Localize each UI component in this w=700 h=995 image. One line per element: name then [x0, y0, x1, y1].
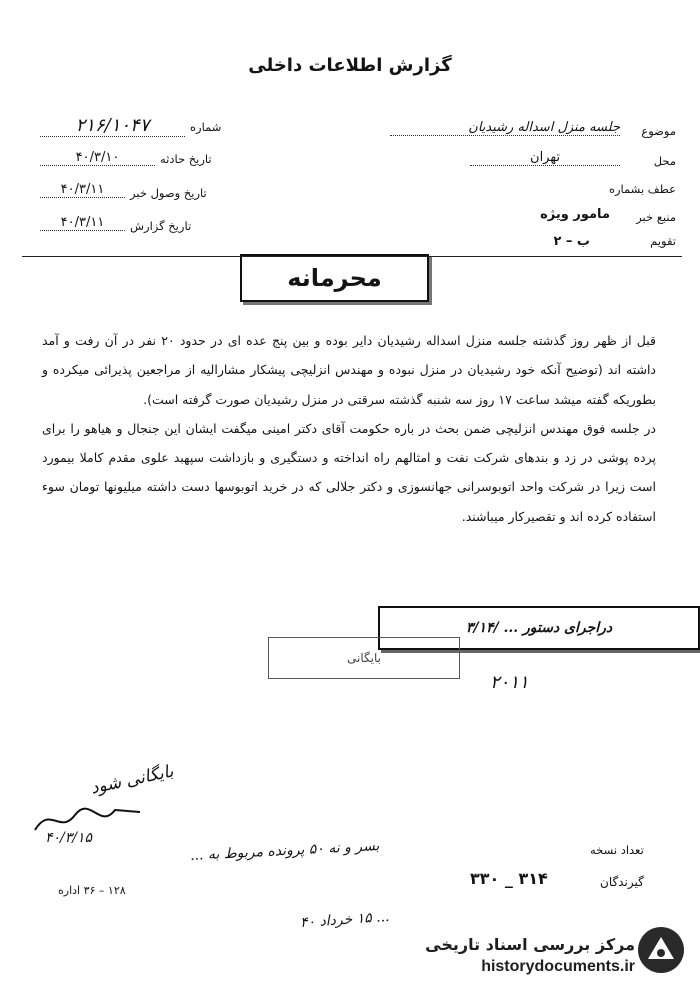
recipients-label: گیرندگان: [600, 875, 644, 889]
report-date-value: ۴۰/۳/۱۱: [40, 215, 125, 231]
received-date-value: ۴۰/۳/۱۱: [40, 182, 125, 198]
action-stamp: دراجرای دستور ... /۳/۱۴: [378, 606, 700, 650]
archive-stamp: بایگانی: [268, 637, 460, 679]
watermark-url[interactable]: historydocuments.ir: [481, 958, 635, 975]
number-value: ۲۱۶/۱۰۴۷: [40, 115, 185, 137]
evaluation-label: تقویم: [650, 234, 676, 248]
handwritten-note-1: بسر و نه ۵۰ پرونده مربوط به ...: [189, 838, 380, 864]
source-value: مامور ویژه: [540, 207, 610, 222]
handwritten-stamp-note: ۲۰۱۱: [490, 672, 529, 693]
office-footnote: ۱۲۸ – ۳۶ اداره: [58, 884, 126, 897]
archive-logo-icon: [636, 925, 686, 975]
reference-label: عطف بشماره: [608, 182, 676, 196]
received-date-label: تاریخ وصول خبر: [130, 186, 207, 200]
subject-value: جلسه منزل اسداله رشیدیان: [390, 120, 620, 136]
handwritten-archive-note: بایگانی شود: [88, 761, 176, 799]
copies-label: تعداد نسخه: [590, 843, 644, 857]
document-title: گزارش اطلاعات داخلی: [248, 55, 452, 76]
evaluation-value: ب – ۲: [553, 234, 590, 249]
body-paragraph: در جلسه فوق مهندس انزلیچی ضمن بحث در باره حکومت آقای دکتر امینی میگفت ایشان این جنجال و هیاهو را برای پرده پوشی در زد و بندهای شرکت نفت و امثالهم راه انداخته و دستگیری و بازداشت سپهبد علوی مقدم کاملا بیمورد است زیرا در شرکت واحد اتوبوسرانی جهانسوزی و دکتر جلالی که در خرید اتوبوسها دست داشته میلیونها تومان سوء استفاده کرده اند و تقصیرکار میباشند.: [42, 420, 656, 524]
place-value: تهران: [470, 150, 620, 166]
subject-label: موضوع: [641, 124, 676, 138]
classification-stamp: محرمانه: [240, 254, 429, 302]
source-label: منبع خبر: [636, 210, 676, 224]
body-paragraph: قبل از ظهر روز گذشته جلسه منزل اسداله رشیدیان دایر بوده و بین پنج عده ای در حدود ۲۰ نفر در آن رفت و آمد داشته اند (توضیح آنکه خود رشیدیان در منزل نبوده و مهندس انزلیچی پیشکار مشارالیه از مراجعین پذیرائی میکرده و بطوریکه گفته میشد ساعت ۱۷ روز سه شنبه گذشته سرقتی در منزل رشیدیان صورت گرفته است).: [42, 333, 656, 407]
report-date-label: تاریخ گزارش: [130, 219, 192, 233]
event-date-label: تاریخ حادثه: [160, 152, 212, 166]
report-body: [42, 326, 656, 531]
recipients-value: ۳۱۴ _ ۳۳۰: [470, 869, 548, 888]
place-label: محل: [653, 154, 676, 168]
watermark-title: مرکز بررسی اسناد تاریخی: [425, 935, 635, 954]
event-date-value: ۴۰/۳/۱۰: [40, 150, 155, 166]
number-label: شماره: [190, 120, 222, 134]
handwritten-signature-date: ۴۰/۳/۱۵: [45, 830, 93, 846]
handwritten-note-2: ... ۱۵ خرداد ۴۰: [299, 908, 390, 932]
